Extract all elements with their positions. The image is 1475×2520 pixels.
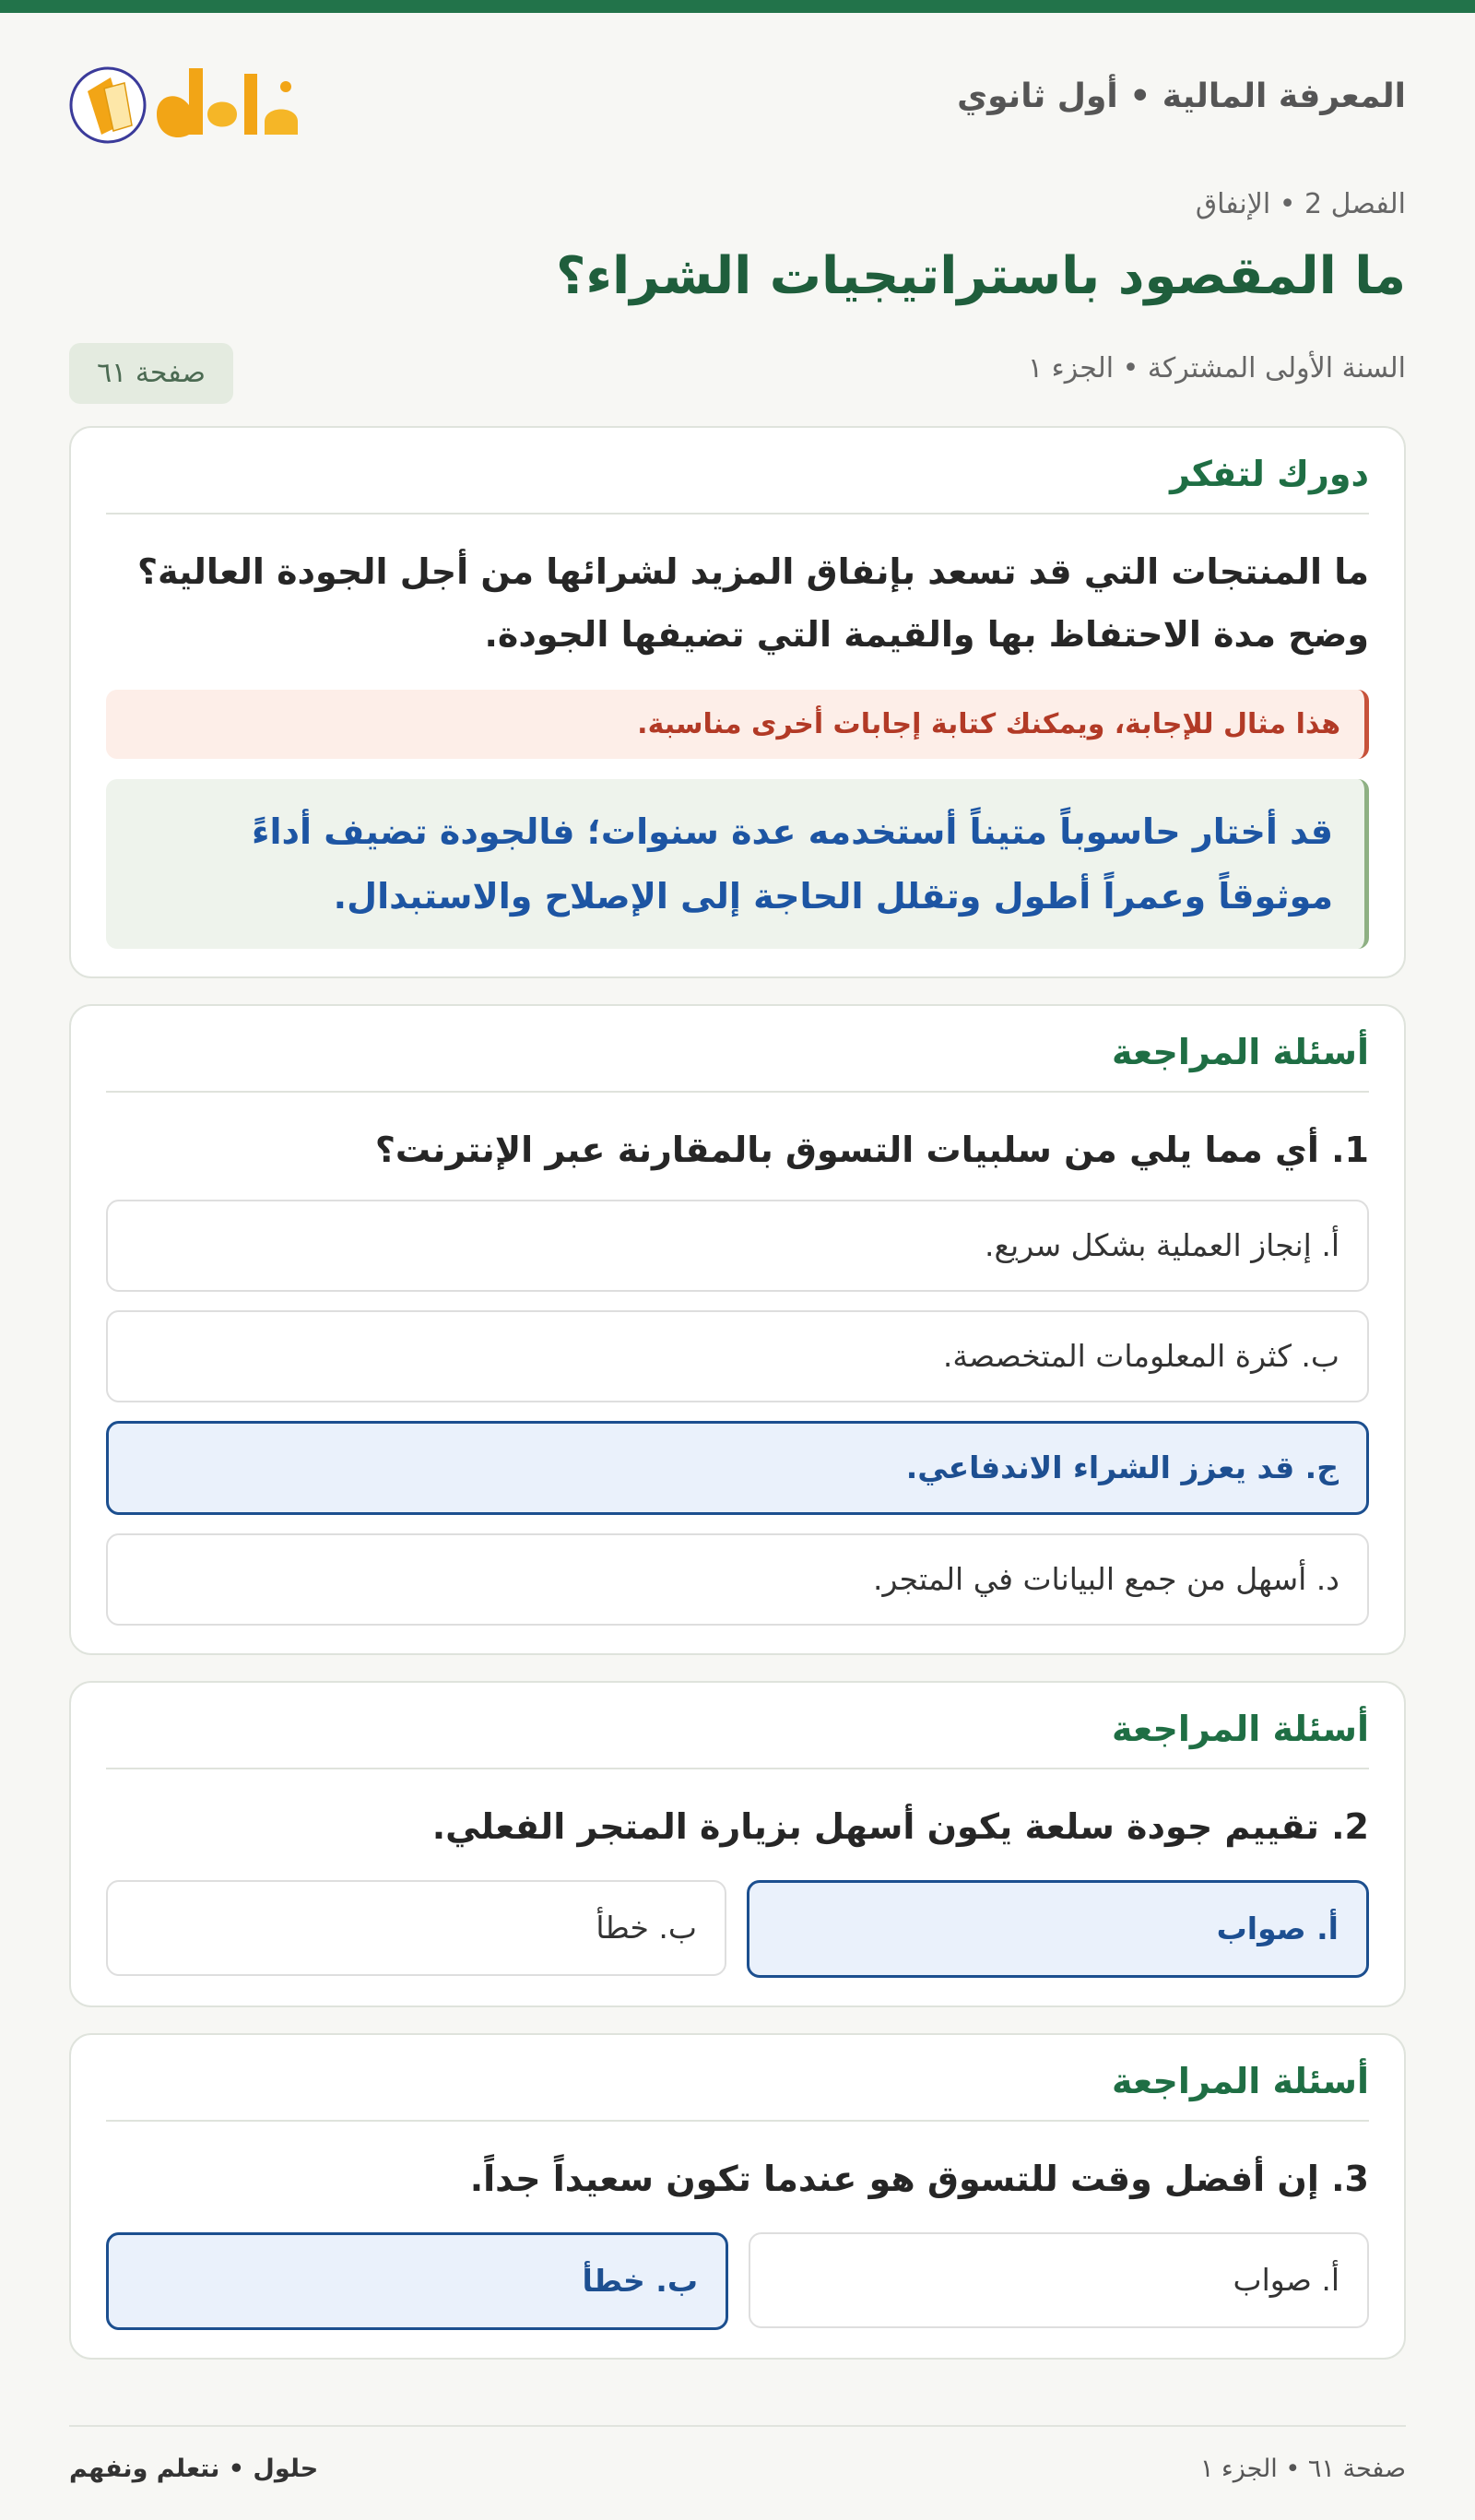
q2-option-true-selected[interactable]: أ. صواب [747,1880,1369,1978]
q3-options [106,2232,1369,2330]
think-question: ما المنتجات التي قد تسعد بإنفاق المزيد لشرائها من أجل الجودة العالية؟ وضح مدة الاحتفاظ بها والقيمة التي تضيفها الجودة. [137,551,1369,655]
question-2: 2. تقييم جودة سلعة يكون أسهل بزيارة المتجر الفعلي. [431,1806,1369,1847]
chapter-label: الفصل 2 • الإنفاق [1195,188,1406,220]
think-card [69,426,1406,978]
q1-option-c-selected[interactable]: ج. قد يعزز الشراء الاندفاعي. [106,1421,1369,1515]
book-meta: السنة الأولى المشتركة • الجزء ١ [1027,352,1406,385]
review-card-q3 [69,2033,1406,2360]
sample-answer: قد أختار حاسوباً متيناً أستخدمه عدة سنوات؛ فالجودة تضيف أداءً موثوقاً وعمراً أطول وتقلل الحاجة إلى الإصلاح والاستبدال. [106,779,1369,949]
top-accent-bar [0,0,1475,13]
review-card-title: أسئلة المراجعة [106,1709,1369,1769]
footer-page-info: صفحة ٦١ • الجزء ١ [1199,2455,1406,2483]
page-content [69,13,1406,2360]
q2-option-false[interactable]: ب. خطأ [106,1880,726,1976]
q3-option-false-selected[interactable]: ب. خطأ [106,2232,728,2330]
example-note: هذا مثال للإجابة، ويمكنك كتابة إجابات أخرى مناسبة. [106,690,1369,759]
footer-brand: حلول • نتعلم ونفهم [69,2455,319,2483]
review-card-title: أسئلة المراجعة [106,1032,1369,1093]
page-title: ما المقصود باستراتيجيات الشراء؟ [555,246,1406,306]
page-footer [69,2425,1406,2483]
subject-label: المعرفة المالية • أول ثانوي [957,77,1406,115]
holol-logo-icon [69,50,318,160]
page-badge: صفحة ٦١ [69,343,233,404]
q3-option-true[interactable]: أ. صواب [749,2232,1369,2328]
page-header [69,13,1406,179]
meta-row [69,334,1406,417]
q1-option-d[interactable]: د. أسهل من جمع البيانات في المتجر. [106,1533,1369,1626]
question-3: 3. إن أفضل وقت للتسوق هو عندما تكون سعيداً جداً. [469,2159,1369,2199]
review-card-q1 [69,1004,1406,1655]
review-card-title: أسئلة المراجعة [106,2061,1369,2122]
review-card-q2 [69,1681,1406,2007]
think-card-title: دورك لتفكر [106,454,1369,515]
q2-options [106,1880,1369,1978]
question-1: 1. أي مما يلي من سلبيات التسوق بالمقارنة عبر الإنترنت؟ [374,1130,1369,1170]
q1-option-a[interactable]: أ. إنجاز العملية بشكل سريع. [106,1200,1369,1292]
q1-option-b[interactable]: ب. كثرة المعلومات المتخصصة. [106,1310,1369,1402]
